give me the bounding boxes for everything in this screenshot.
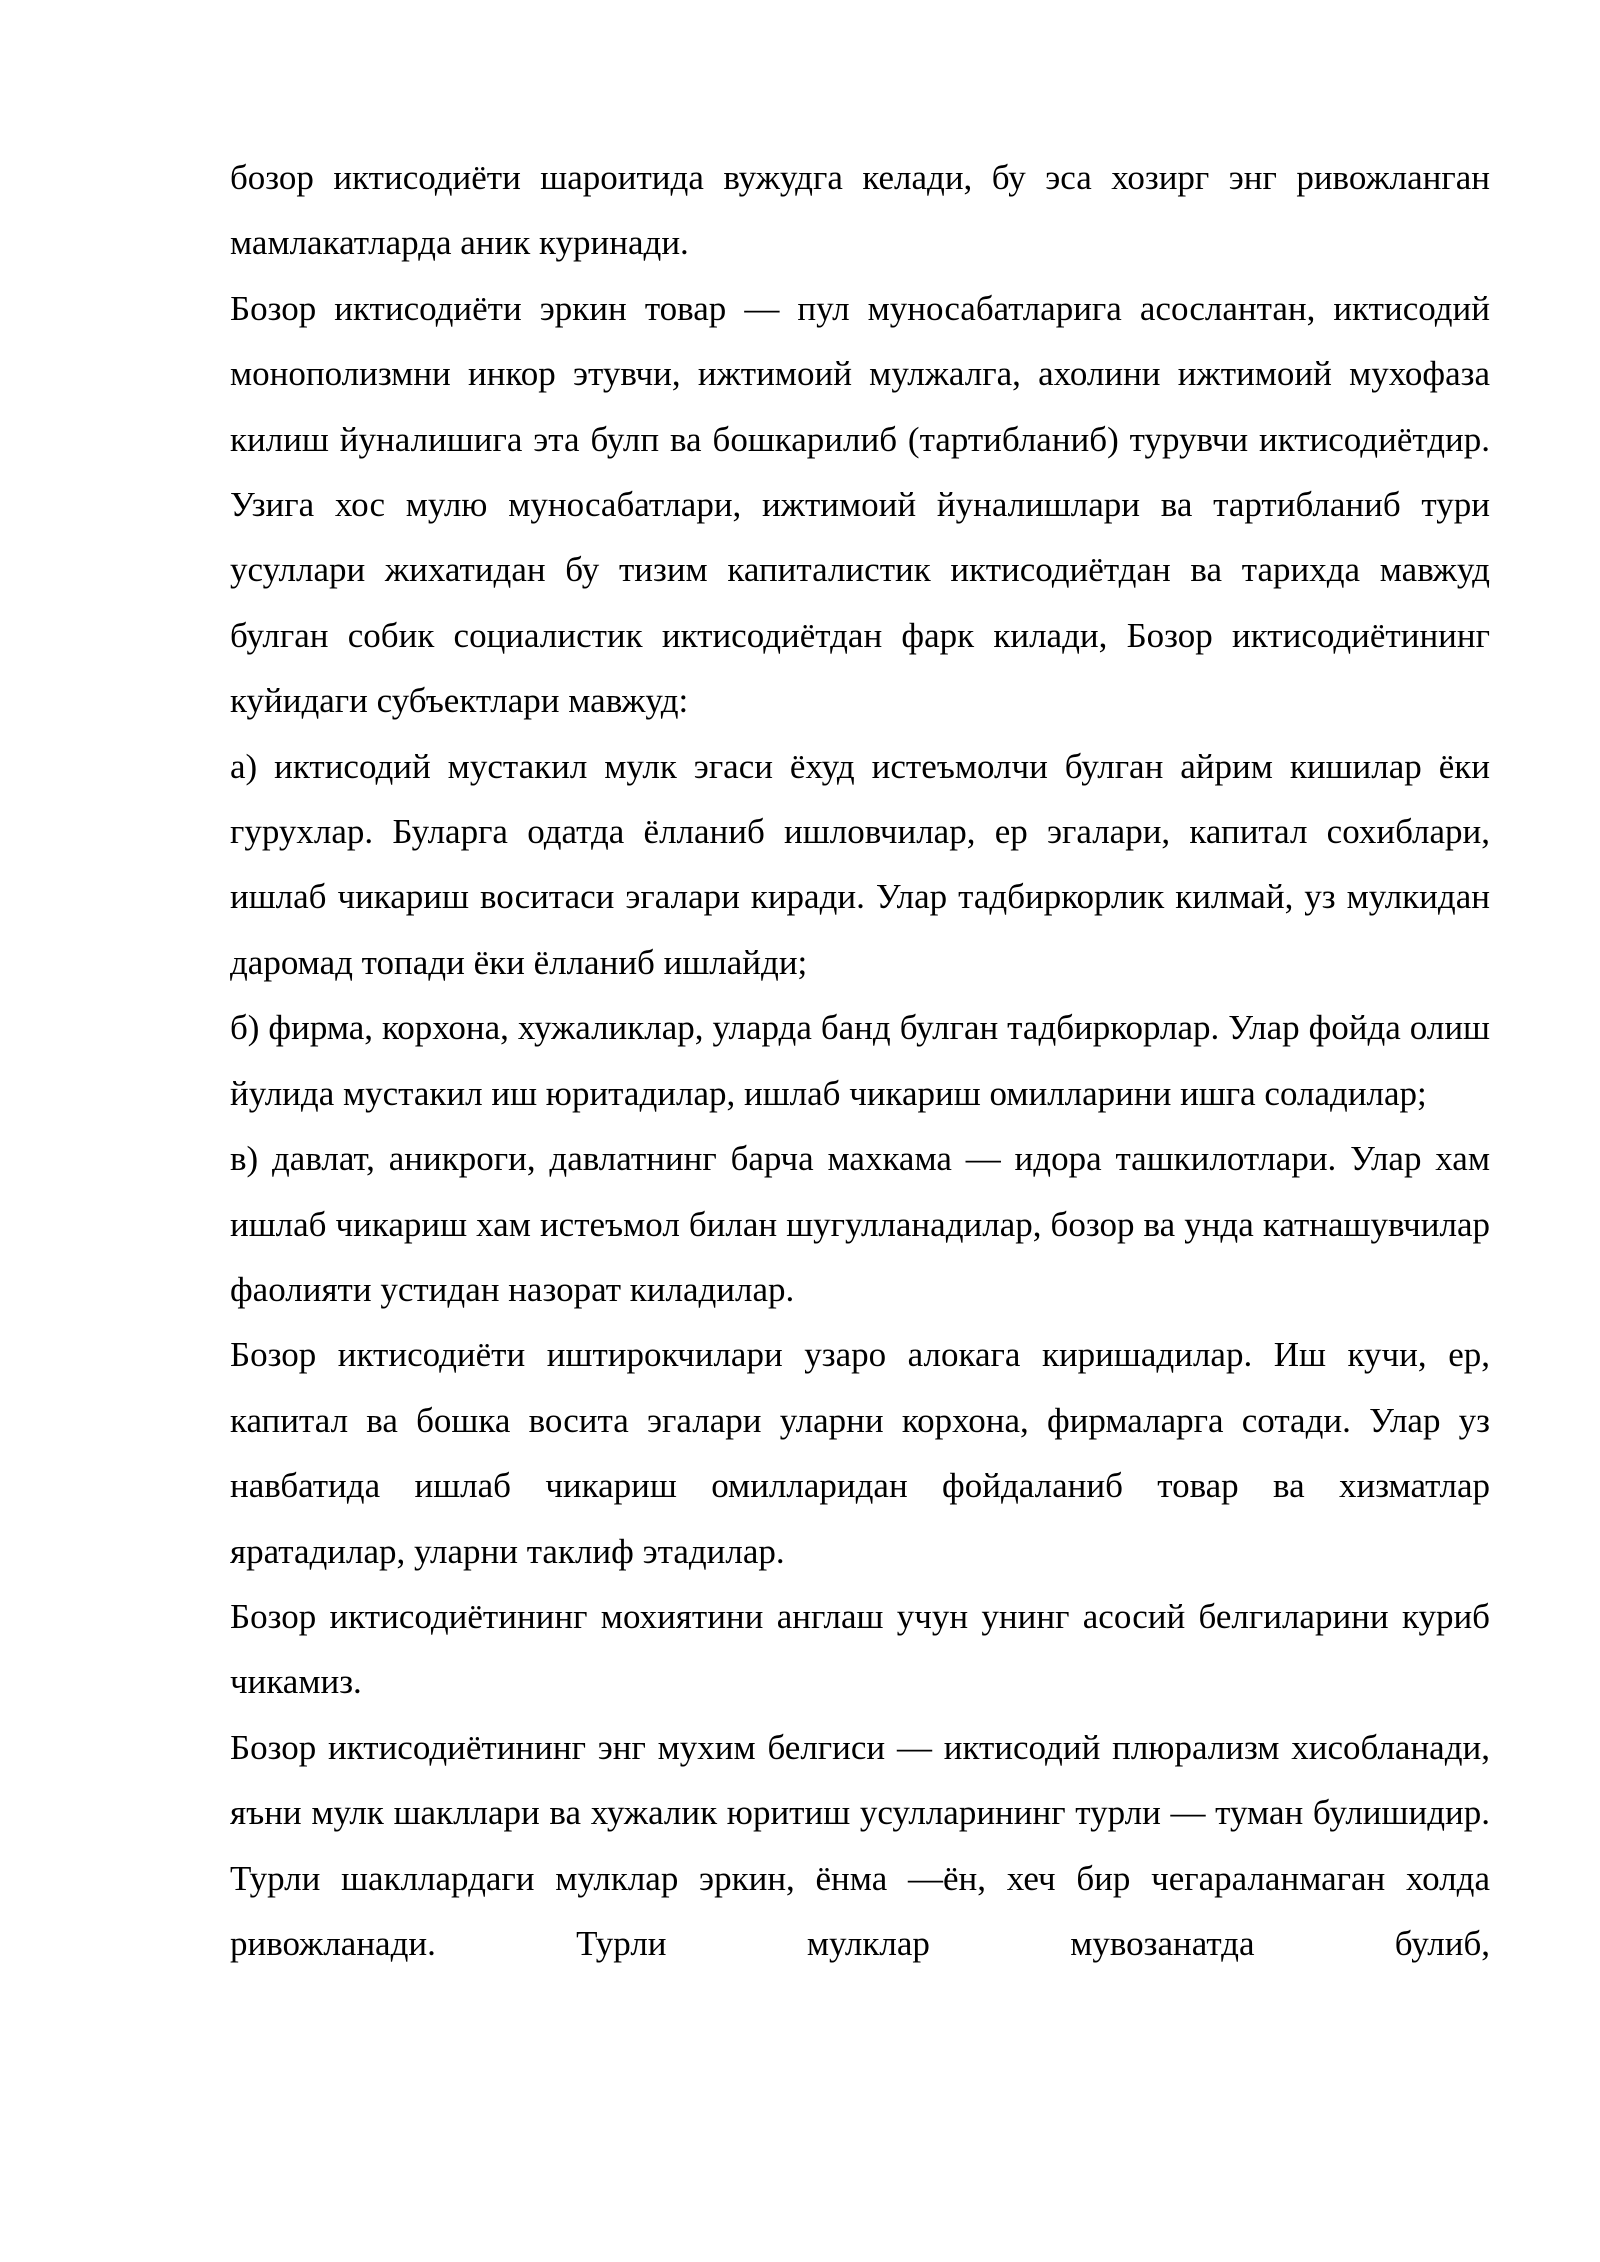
list-item: в) давлат, аникроги, давлатнинг барча махкама — идора ташкилотлари. Улар хам ишлаб чикариш хам истеъмол билан шугулланадилар, бозор ва унда катнашувчилар фаолияти устидан назорат киладилар. [230,1139,1490,1309]
paragraph: бозор иктисодиёти шароитида вужудга келади, бу эса хозирг энг ривожланган мамлакатларда аник куринади. [230,158,1490,263]
list-item: б) фирма, корхона, хужаликлар, уларда банд булган тадбиркорлар. Улар фойда олиш йулида мустакил иш юритадилар, ишлаб чикариш омилларини ишга соладилар; [230,1008,1490,1113]
paragraph: Бозор иктисодиёти иштирокчилари узаро алокага киришадилар. Иш кучи, ер, капитал ва бошка восита эгалари уларни корхона, фирмаларга сотади. Улар уз навбатида ишлаб чикариш омилларидан фойдаланиб товар ва хизматлар яратадилар, уларни таклиф этадилар. [230,1335,1490,1571]
paragraph: Бозор иктисодиётининг мохиятини англаш учун унинг асосий белгиларини куриб чикамиз. [230,1596,1490,1702]
paragraph: Бозор иктисодиётининг энг мухим белгиси — иктисодий плюрализм хисобланади, яъни мулк шакллари ва хужалик юритиш усулларининг турли — туман булишидир. Турли шакллардаги мулклар эркин, ёнма —ён, хеч бир чегараланмаган холда ривожланади. Турли мулклар мувозанатда булиб, [230,1727,1490,1963]
paragraph: Бозор иктисодиёти эркин товар — пул муносабатларига асослантан, иктисодий монополизмни инкор этувчи, ижтимоий мулжалга, ахолини ижтимоий мухофаза килиш йуналишига эта булп ва бошкарилиб (тартибланиб) турувчи иктисодиётдир. Узига хос мулю муносабатлари, ижтимоий йуналишлари ва тартибланиб тури усуллари жихатидан бу тизим капиталистик иктисодиётдан ва тарихда мавжуд булган собик социалистик иктисодиётдан фарк килади, Бозор иктисодиётининг куйидаги субъектлари мавжуд: [230,288,1490,721]
document-body [230,145,1490,1976]
list-item: а) иктисодий мустакил мулк эгаси ёхуд истеъмолчи булган айрим кишилар ёки гурухлар. Буларга одатда ёлланиб ишловчилар, ер эгалари, капитал сохиблари, ишлаб чикариш воситаси эгалари киради. Улар тадбиркорлик килмай, уз мулкидан даромад топади ёки ёлланиб ишлайди; [230,746,1490,982]
